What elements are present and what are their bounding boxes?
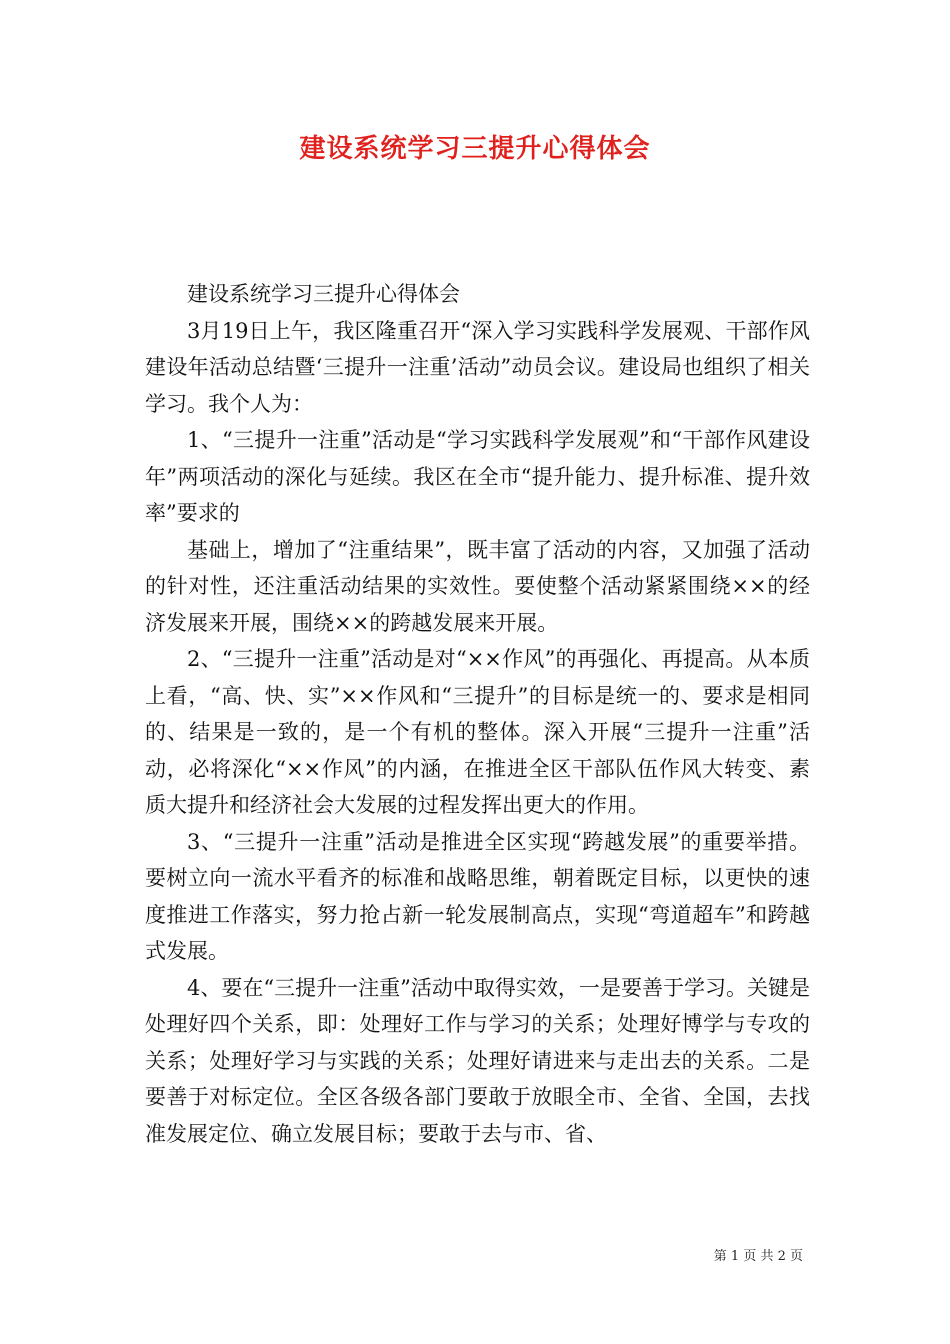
paragraph: 3、“三提升一注重”活动是推进全区实现“跨越发展”的重要举措。要树立向一流水平看齐的标准和战略思维，朝着既定目标，以更快的速度推进工作落实，努力抢占新一轮发展制高点，实现“弯道超车”和跨越式发展。: [145, 829, 810, 963]
paragraph: 1、“三提升一注重”活动是“学习实践科学发展观”和“干部作风建设年”两项活动的深化与延续。我区在全市“提升能力、提升标准、提升效率”要求的: [145, 428, 810, 525]
document-body: [145, 276, 810, 1152]
paragraph: 3月19日上午，我区隆重召开“深入学习实践科学发展观、干部作风建设年活动总结暨‘三提升一注重’活动”动员会议。建设局也组织了相关学习。我个人为：: [145, 318, 810, 416]
paragraph: 2、“三提升一注重”活动是对“××作风”的再强化、再提高。从本质上看，“高、快、实”××作风和“三提升”的目标是统一的、要求是相同的、结果是一致的，是一个有机的整体。深入开展“三提升一注重”活动，必将深化“××作风”的内涵，在推进全区干部队伍作风大转变、素质大提升和经济社会大发展的过程发挥出更大的作用。: [145, 647, 810, 817]
paragraph: 基础上，增加了“注重结果”，既丰富了活动的内容，又加强了活动的针对性，还注重活动结果的实效性。要使整个活动紧紧围绕××的经济发展来开展，围绕××的跨越发展来开展。: [145, 537, 810, 635]
page-number: 第 1 页 共 2 页: [713, 1249, 803, 1264]
page-title: 建设系统学习三提升心得体会: [299, 134, 651, 164]
paragraph: 建设系统学习三提升心得体会: [187, 282, 460, 306]
paragraph: 4、要在“三提升一注重”活动中取得实效，一是要善于学习。关键是处理好四个关系，即：处理好工作与学习的关系；处理好博学与专攻的关系；处理好学习与实践的关系；处理好请进来与走出去的关系。二是要善于对标定位。全区各级各部门要敢于放眼全市、全省、全国，去找准发展定位、确立发展目标；要敢于去与市、省、: [145, 975, 810, 1146]
